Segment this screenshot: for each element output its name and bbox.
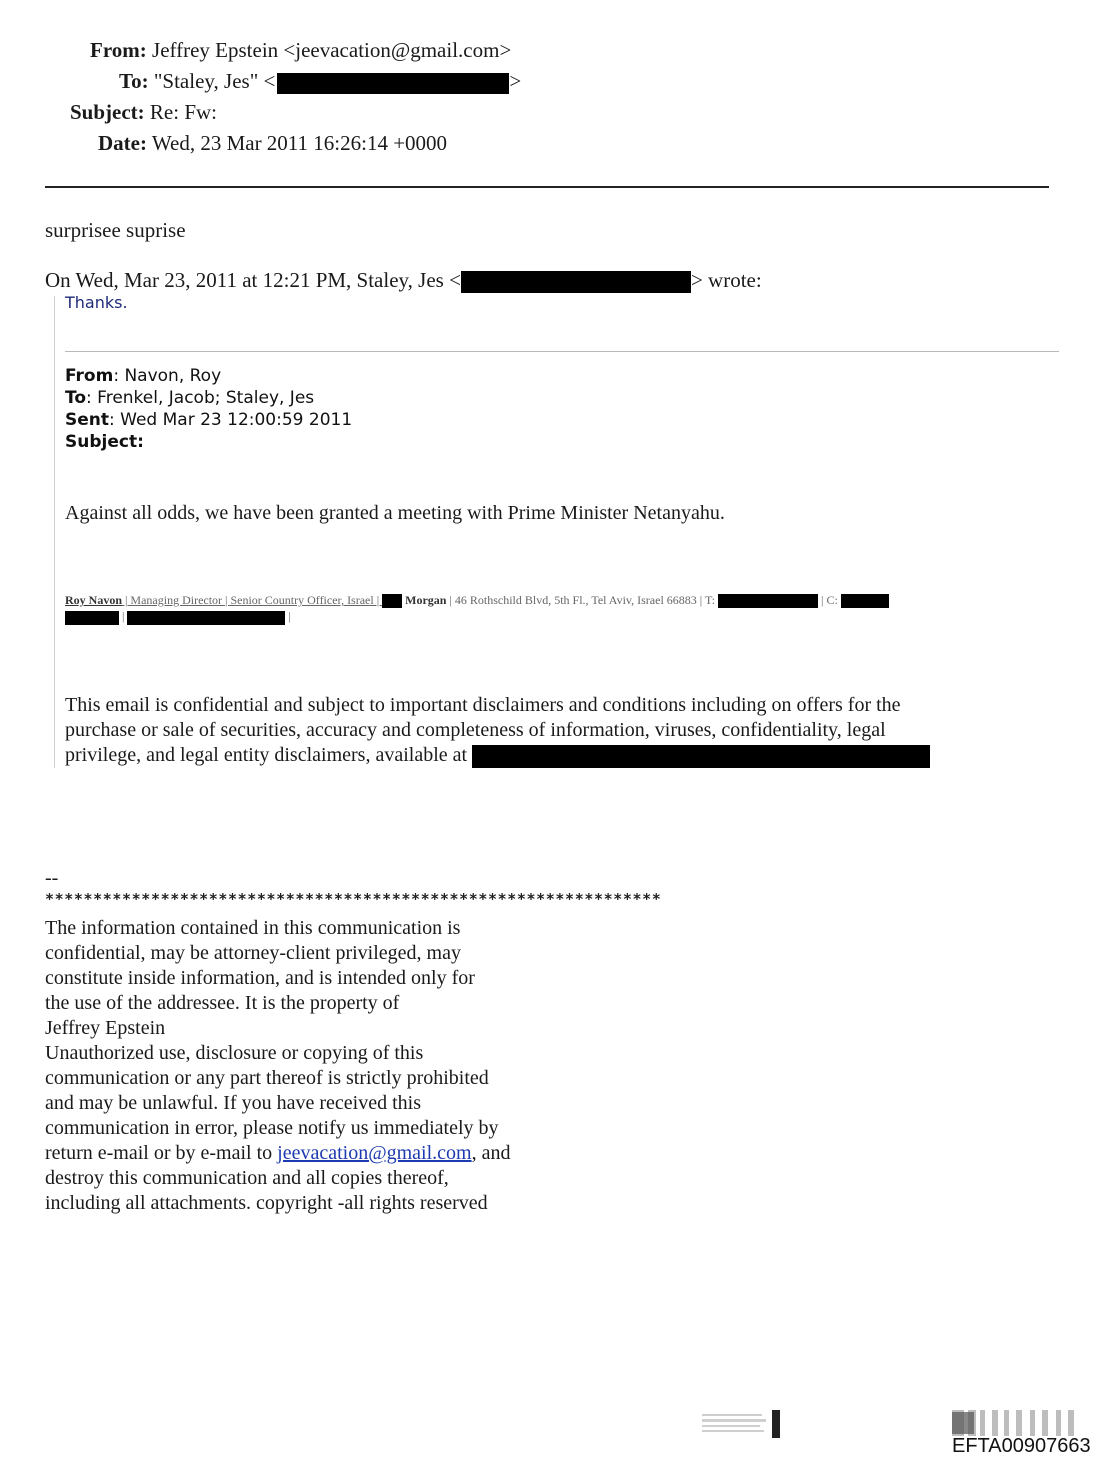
sig-address: | 46 Rothschild Blvd, 5th Fl., Tel Aviv, Israel 66883 | T:	[446, 593, 719, 607]
footer-line: and may be unlawful. If you have received this	[45, 1092, 421, 1114]
fwd-to-value: : Frenkel, Jacob; Staley, Jes	[86, 388, 315, 408]
redaction-box	[65, 611, 119, 625]
redaction-box	[472, 745, 930, 768]
to-close: >	[509, 69, 522, 93]
subject-label: Subject:	[70, 100, 145, 124]
email-link[interactable]: jeevacation@gmail.com	[277, 1142, 472, 1164]
header-subject	[70, 100, 217, 124]
disclaimer-line: This email is confidential and subject to important disclaimers and conditions including on offers for the	[65, 694, 901, 716]
fwd-disclaimer	[65, 693, 1025, 768]
sig-company: Morgan	[405, 593, 447, 607]
fwd-sent-value: : Wed Mar 23 12:00:59 2011	[109, 410, 353, 430]
footer-line: Unauthorized use, disclosure or copying of this	[45, 1042, 424, 1064]
from-label: From:	[90, 38, 147, 62]
redaction-box	[841, 594, 889, 608]
footer-line: including all attachments. copyright -all rights reserved	[45, 1192, 488, 1214]
fwd-sent	[65, 409, 352, 431]
footer-line: communication in error, please notify us immediately by	[45, 1117, 499, 1139]
redaction-box	[718, 594, 818, 608]
fwd-body: Against all odds, we have been granted a meeting with Prime Minister Netanyahu.	[65, 502, 725, 524]
redaction-box	[277, 73, 509, 94]
quoted-thanks: Thanks.	[65, 293, 128, 312]
footer-line: Jeffrey Epstein	[45, 1017, 166, 1039]
fwd-from-label: From	[65, 366, 114, 386]
disclaimer-line	[65, 743, 1025, 768]
footer-stars: ****************************************************************	[45, 890, 662, 908]
header-divider	[45, 186, 1049, 188]
footer-line-text: return e-mail or by e-mail to	[45, 1142, 278, 1164]
sig-pipe-end: |	[285, 609, 291, 624]
header-date	[98, 131, 447, 155]
fwd-subject-value: :	[137, 432, 144, 452]
from-value: Jeffrey Epstein <jeevacation@gmail.com>	[152, 38, 512, 62]
subject-value: Re: Fw:	[149, 100, 218, 124]
forwarded-divider	[65, 351, 1059, 352]
footer-line: the use of the addressee. It is the property of	[45, 992, 400, 1014]
signature	[65, 592, 889, 625]
disclaimer-line: purchase or sale of securities, accuracy and completeness of information, viruses, confidentiality, legal	[65, 719, 886, 741]
footer-line-text: , and	[471, 1142, 511, 1164]
barcode-mark	[702, 1408, 1088, 1438]
fwd-subject	[65, 431, 144, 453]
fwd-from	[65, 365, 221, 387]
to-label: To:	[119, 69, 149, 93]
attribution-prefix: On Wed, Mar 23, 2011 at 12:21 PM, Staley, Jes <	[45, 268, 461, 292]
footer-dashes: --	[45, 867, 59, 889]
disclaimer-text: privilege, and legal entity disclaimers, available at	[65, 744, 473, 766]
sig-title: | Managing Director | Senior Country Officer, Israel |	[122, 593, 383, 607]
reply-attribution	[45, 268, 762, 293]
fwd-from-value: : Navon, Roy	[113, 366, 222, 386]
header-from	[90, 38, 511, 62]
footer-line: confidential, may be attorney-client privileged, may	[45, 942, 461, 964]
fwd-to-label: To	[65, 388, 87, 408]
sig-pipe: |	[119, 609, 128, 624]
footer-line	[45, 1141, 510, 1166]
quote-bar	[54, 296, 55, 768]
redaction-box	[461, 271, 691, 293]
date-value: Wed, 23 Mar 2011 16:26:14 +0000	[151, 131, 448, 155]
footer-line: destroy this communication and all copies thereof,	[45, 1167, 449, 1189]
sig-cell: | C:	[818, 593, 841, 607]
date-label: Date:	[98, 131, 147, 155]
document-id: EFTA00907663	[952, 1435, 1091, 1457]
footer-line: The information contained in this communication is	[45, 917, 461, 939]
attribution-suffix: > wrote:	[690, 268, 762, 292]
fwd-sent-label: Sent	[65, 410, 110, 430]
fwd-subject-label: Subject	[65, 432, 138, 452]
sig-name: Roy Navon	[65, 593, 123, 607]
redaction-box	[127, 611, 285, 625]
footer-line: communication or any part thereof is strictly prohibited	[45, 1067, 489, 1089]
fwd-to	[65, 387, 314, 409]
to-value: "Staley, Jes" <	[153, 69, 276, 93]
header-to	[119, 69, 521, 94]
footer-line: constitute inside information, and is intended only for	[45, 967, 475, 989]
barcode-icon	[702, 1408, 1088, 1438]
reply-greeting: surprisee suprise	[45, 218, 186, 242]
redaction-box	[382, 594, 402, 608]
